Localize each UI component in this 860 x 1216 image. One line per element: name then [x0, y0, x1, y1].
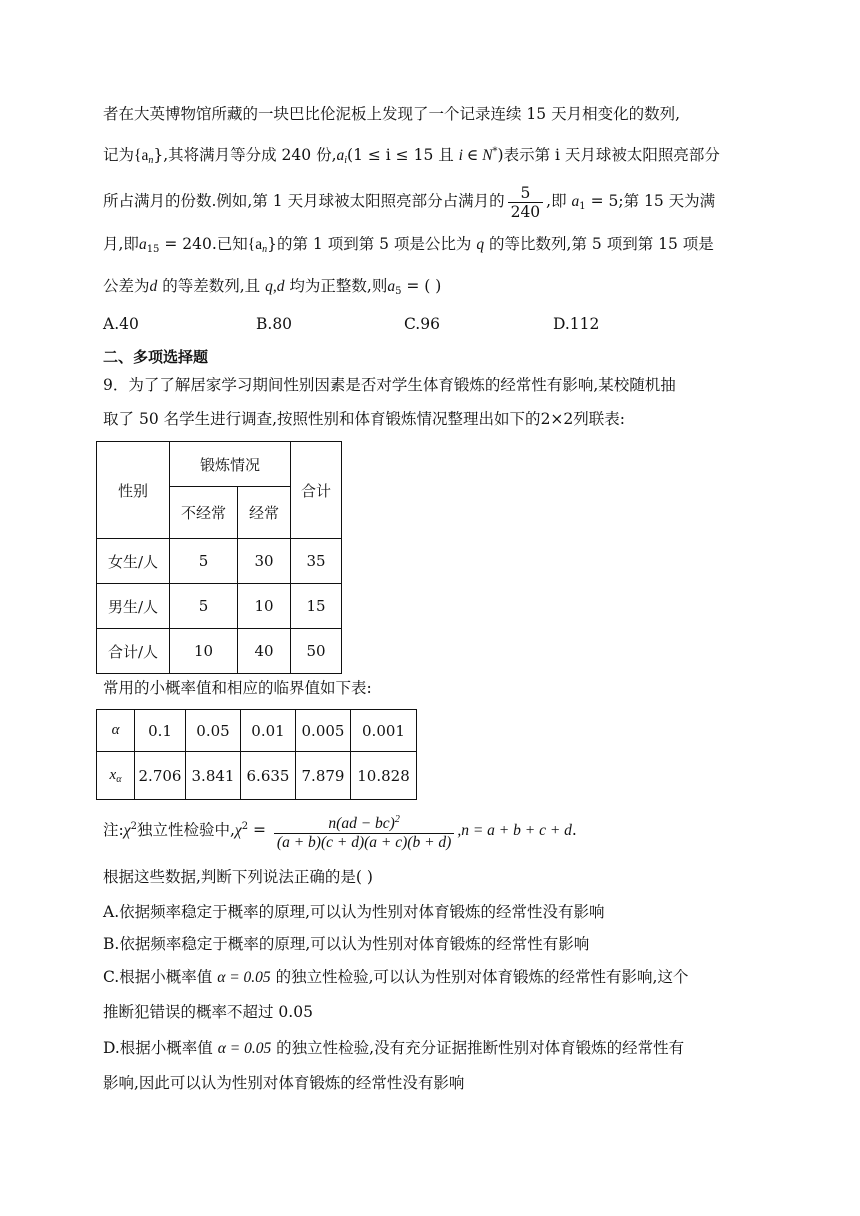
option-a: A.40: [103, 315, 139, 333]
cell: 40: [238, 629, 291, 674]
option-a: A.依据频率稳定于概率的原理,可以认为性别对体育锻炼的经常性没有影响: [103, 903, 605, 921]
x-alpha-label: $x_\alpha$: [97, 752, 135, 800]
p9-line-1: 9．为了了解居家学习期间性别因素是否对学生体育锻炼的经常性有影响,某校随机抽: [103, 376, 676, 394]
cell: 0.1: [135, 710, 186, 752]
cell: 5: [170, 539, 238, 584]
cell: 10: [238, 584, 291, 629]
cell: 6.635: [241, 752, 296, 800]
p8-line-4: 月,即$a_{15} = 240$.已知$\{a_n\}$的第 1 项到第 5 项是公比为 q 的等比数列,第 5 项到第 15 项是: [103, 235, 714, 255]
chi-square-note: 注$:\chi^2$独立性检验中$,\chi^2$ = $\frac{n(ad - bc)^2}{(a + b)(c + d)(a + c)(b + d)}$ ,n = a + b + c + d.: [103, 805, 577, 853]
cell: 2.706: [135, 752, 186, 800]
chi-square-formula: $\frac{n(ad - bc)^2}{(a + b)(c + d)(a + c)(b + d)}$: [274, 811, 454, 852]
option-d-continued: 影响,因此可以认为性别对体育锻炼的经常性没有影响: [103, 1074, 465, 1092]
table-row: [97, 710, 417, 752]
header-total: 合计: [291, 442, 342, 539]
p8-line-2: 记为$\{a_n\}$,其将满月等分成 240 份$,a_i(1 \le i \le 15$ 且 i ∈ N*)表示第 i 天月球被太阳照亮部分: [103, 146, 720, 166]
header-not-often: 不经常: [170, 487, 238, 539]
option-d: D.112: [553, 315, 600, 333]
option-b: B.80: [256, 315, 293, 333]
cell: 0.005: [296, 710, 351, 752]
table2-caption: 常用的小概率值和相应的临界值如下表:: [103, 679, 372, 697]
p9-question: 根据这些数据,判断下列说法正确的是( ): [103, 868, 373, 886]
p8-line-5: 公差为d 的等差数列,且 q,d 均为正整数,则$a_5$ = ( ): [103, 277, 442, 297]
cell: 35: [291, 539, 342, 584]
alpha-label: α: [97, 710, 135, 752]
table-row: [97, 752, 417, 800]
option-d: D.根据小概率值 α = 0.05 的独立性检验,没有充分证据推断性别对体育锻炼的经常性有: [103, 1039, 685, 1057]
cell: 15: [291, 584, 342, 629]
cell: 0.01: [241, 710, 296, 752]
row-label: 合计/人: [97, 629, 170, 674]
option-c: C.96: [404, 315, 440, 333]
option-c-continued: 推断犯错误的概率不超过 0.05: [103, 1003, 313, 1021]
cell: 0.05: [186, 710, 241, 752]
cell: 50: [291, 629, 342, 674]
section-heading: 二、多项选择题: [103, 348, 209, 366]
row-label: 男生/人: [97, 584, 170, 629]
table-row: [97, 539, 342, 584]
cell: 5: [170, 584, 238, 629]
critical-values-table: [96, 709, 417, 800]
option-b: B.依据频率稳定于概率的原理,可以认为性别对体育锻炼的经常性有影响: [103, 935, 590, 953]
p9-line-2: 取了 50 名学生进行调查,按照性别和体育锻炼情况整理出如下的2×2列联表:: [103, 410, 626, 428]
p8-line-1: 者在大英博物馆所藏的一块巴比伦泥板上发现了一个记录连续 15 天月相变化的数列,: [103, 105, 681, 123]
table-row: [97, 584, 342, 629]
table-row: [97, 629, 342, 674]
fraction-5-240: $\frac{5}{240}$: [508, 184, 544, 221]
header-often: 经常: [238, 487, 291, 539]
contingency-table: [96, 441, 342, 674]
cell: 7.879: [296, 752, 351, 800]
cell: 10: [170, 629, 238, 674]
header-gender: 性别: [97, 442, 170, 539]
cell: 30: [238, 539, 291, 584]
row-label: 女生/人: [97, 539, 170, 584]
header-exercise: 锻炼情况: [170, 442, 291, 487]
cell: 10.828: [351, 752, 417, 800]
cell: 3.841: [186, 752, 241, 800]
p8-line-3: 所占满月的份数.例如,第 1 天月球被太阳照亮部分占满月的 $\frac{5}{240}$ ,即 $a_1 = 5$;第 15 天为满: [103, 183, 716, 221]
option-c: C.根据小概率值 α = 0.05 的独立性检验,可以认为性别对体育锻炼的经常性有影响,这个: [103, 968, 689, 986]
cell: 0.001: [351, 710, 417, 752]
